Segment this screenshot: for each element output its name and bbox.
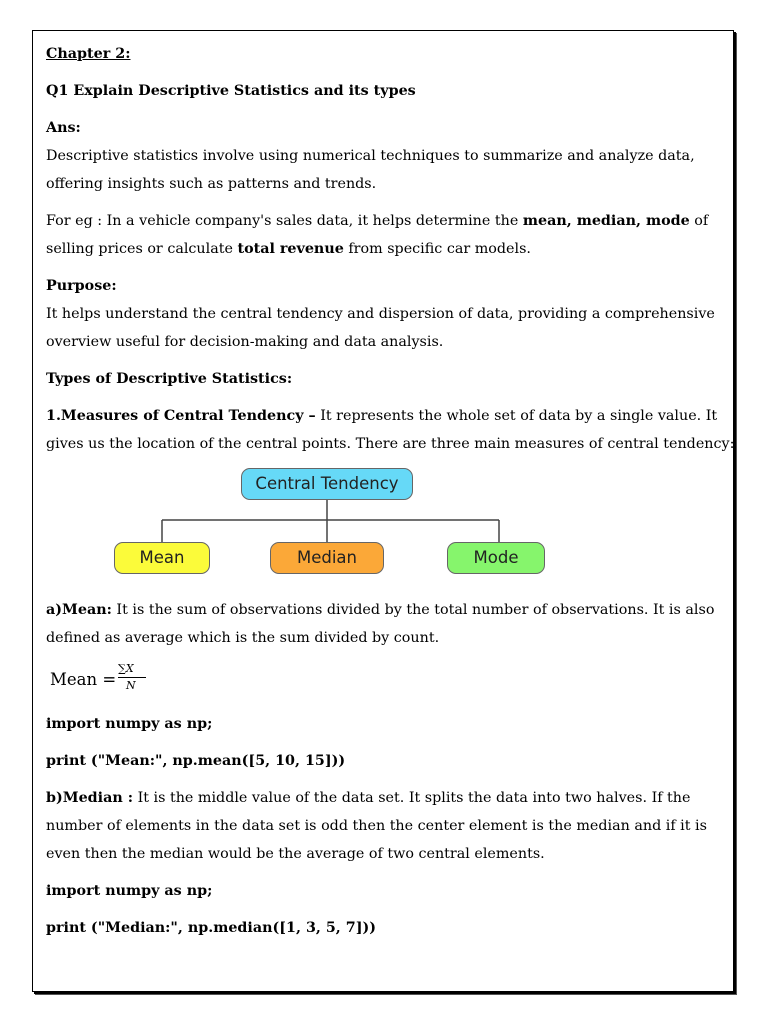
central-tendency-line-2: gives us the location of the central points. There are three main measures of central tendency:	[46, 436, 735, 452]
example-line-2: selling prices or calculate total revenue from specific car models.	[46, 241, 531, 257]
median-line-1: b)Median : It is the middle value of the data set. It splits the data into two halves. If the	[46, 790, 691, 806]
formula-fraction-bar	[118, 677, 146, 678]
purpose-heading: Purpose:	[46, 278, 117, 294]
chapter-title: Chapter 2:	[46, 46, 131, 62]
diagram-node-mean: Mean	[114, 542, 210, 574]
mean-formula	[46, 658, 726, 702]
mean-line-2: defined as average which is the sum divided by count.	[46, 630, 440, 646]
mean-code-print: print ("Mean:", np.mean([5, 10, 15]))	[46, 753, 346, 769]
central-tendency-diagram	[46, 464, 726, 596]
intro-line-1: Descriptive statistics involve using numerical techniques to summarize and analyze data,	[46, 148, 695, 164]
median-paragraph	[46, 784, 726, 868]
diagram-node-median: Median	[270, 542, 384, 574]
mean-paragraph	[46, 596, 726, 652]
formula-numerator: ∑X	[118, 662, 134, 675]
purpose-line-1: It helps understand the central tendency and dispersion of data, providing a comprehensive	[46, 306, 715, 322]
formula-lhs: Mean =	[50, 670, 117, 689]
purpose-line-2: overview useful for decision-making and data analysis.	[46, 334, 444, 350]
central-tendency-paragraph	[46, 402, 735, 458]
diagram-node-central-tendency: Central Tendency	[241, 468, 413, 500]
median-code-print: print ("Median:", np.median([1, 3, 5, 7]))	[46, 920, 376, 936]
median-line-3: even then the median would be the average of two central elements.	[46, 846, 545, 862]
mean-code-import: import numpy as np;	[46, 716, 213, 732]
mean-line-1: a)Mean: It is the sum of observations divided by the total number of observations. It is also	[46, 602, 715, 618]
example-line-1: For eg : In a vehicle company's sales data, it helps determine the mean, median, mode of	[46, 213, 709, 229]
central-tendency-line-1: 1.Measures of Central Tendency – It represents the whole set of data by a single value. It	[46, 408, 718, 424]
median-line-2: number of elements in the data set is odd then the center element is the median and if it is	[46, 818, 707, 834]
document-content	[46, 40, 735, 951]
intro-line-2: offering insights such as patterns and trends.	[46, 176, 377, 192]
example-paragraph	[46, 207, 726, 263]
answer-label: Ans:	[46, 120, 81, 136]
types-heading: Types of Descriptive Statistics:	[46, 371, 293, 387]
formula-denominator: N	[126, 679, 136, 692]
answer-block	[46, 114, 726, 198]
median-code-import: import numpy as np;	[46, 883, 213, 899]
diagram-node-mode: Mode	[447, 542, 545, 574]
question-heading: Q1 Explain Descriptive Statistics and its types	[46, 83, 416, 99]
purpose-block	[46, 272, 726, 356]
